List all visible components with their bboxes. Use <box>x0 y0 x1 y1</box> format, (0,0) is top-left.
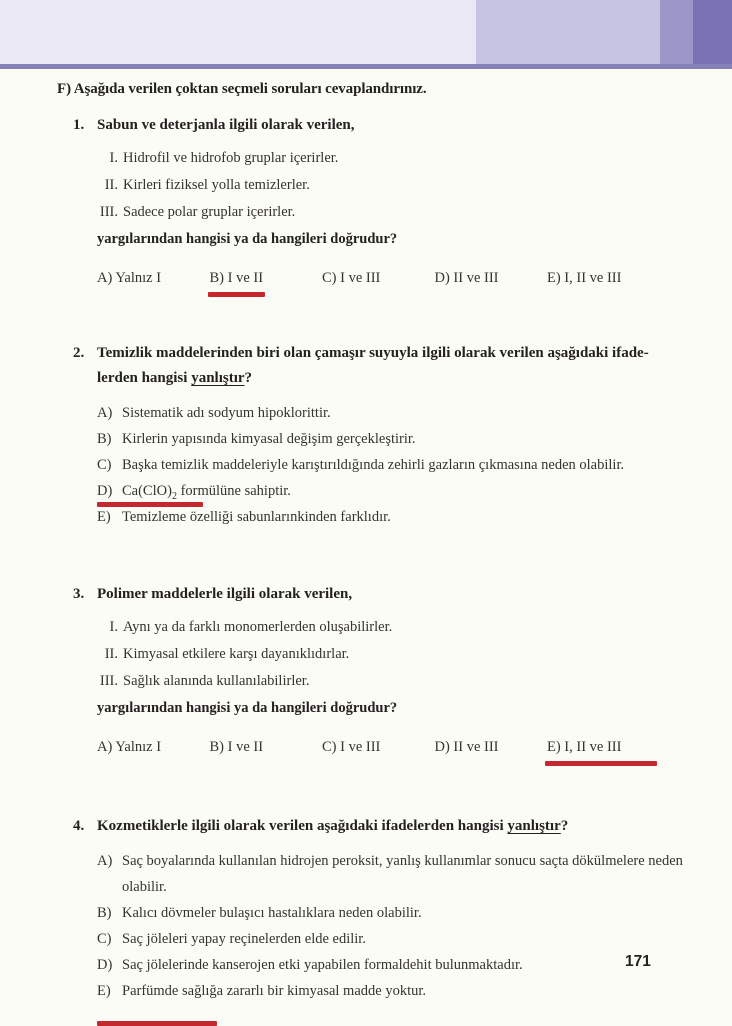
choice-c: C) I ve III <box>322 270 381 286</box>
option-label: E) <box>97 983 111 999</box>
question-stem: yargılarından hangisi ya da hangileri doğrudur? <box>97 231 398 247</box>
statement-row <box>73 172 688 199</box>
statement-text: Kimyasal etkilere karşı dayanıklıdırlar. <box>123 646 350 662</box>
option-text: Parfümde sağlığa zararlı bir kimyasal madde yoktur. <box>122 983 427 999</box>
question-head <box>73 814 688 839</box>
question-title <box>97 341 688 391</box>
statement-text: Kirleri fiziksel yolla temizlerler. <box>123 177 310 193</box>
question-title: Polimer maddelerle ilgili olarak verilen, <box>97 586 353 602</box>
option-text: Kirlerin yapısında kimyasal değişim gerçekleştirir. <box>122 431 416 447</box>
statement-numeral: I. <box>109 619 118 635</box>
question-title-line2: lerden hangisi yanlıştır? <box>97 370 253 386</box>
answer-mark-line <box>97 1021 217 1026</box>
option-label: A) <box>97 405 113 421</box>
header-band-mid <box>476 0 660 64</box>
question-head <box>73 341 688 391</box>
question-head <box>73 582 688 607</box>
option-label: D) <box>97 483 113 499</box>
option-a <box>97 848 688 900</box>
option-label: E) <box>97 509 111 525</box>
question-number: 4. <box>73 818 85 834</box>
option-text: Saç jölelerinde kanserojen etki yapabilen formaldehit bulunmaktadır. <box>122 957 523 973</box>
option-label: B) <box>97 905 112 921</box>
option-e-marked-answer <box>97 978 688 1004</box>
statement-row <box>73 145 688 172</box>
option-d-marked-answer <box>97 478 688 504</box>
statement-numeral: III. <box>99 673 118 689</box>
option-text: $Ca(ClO)_2$ formülüne sahiptir. <box>122 483 291 502</box>
choices-row <box>97 267 688 289</box>
statement-numeral: I. <box>109 150 118 166</box>
choices-row <box>97 736 688 758</box>
statement-text: Aynı ya da farklı monomerlerden oluşabilirler. <box>123 619 393 635</box>
option-a <box>97 400 688 426</box>
option-label: A) <box>97 853 113 869</box>
choice-a: A) Yalnız I <box>97 270 162 286</box>
choice-b-marked-answer: B) I ve II <box>210 267 323 289</box>
question-number: 1. <box>73 117 85 133</box>
statement-list <box>73 145 688 226</box>
statement-row <box>73 668 688 695</box>
question-number: 2. <box>73 345 85 361</box>
question-head <box>73 113 688 138</box>
statement-row <box>73 614 688 641</box>
option-b <box>97 900 688 926</box>
statement-numeral: II. <box>104 646 118 662</box>
choice-c: C) I ve III <box>322 739 381 755</box>
option-c <box>97 926 688 952</box>
option-text: Saç jöleleri yapay reçinelerden elde edilir. <box>122 931 366 947</box>
section-title: F) Aşağıda verilen çoktan seçmeli soruları cevaplandırınız. <box>57 81 427 97</box>
statement-text: Hidrofil ve hidrofob gruplar içerirler. <box>123 150 339 166</box>
option-e <box>97 504 688 530</box>
choice-d: D) II ve III <box>434 270 499 286</box>
option-text: Sistematik adı sodyum hipoklorittir. <box>122 405 331 421</box>
choice-e: E) I, II ve III <box>547 270 622 286</box>
option-text: Saç boyalarında kullanılan hidrojen peroksit, yanlış kullanımlar sonucu saçta dökülmelere neden olabilir. <box>122 853 683 895</box>
underlined-keyword: yanlıştır <box>191 370 245 386</box>
option-label: C) <box>97 931 112 947</box>
question-title: Sabun ve deterjanla ilgili olarak verilen, <box>97 117 355 133</box>
underlined-keyword: yanlıştır <box>507 818 561 834</box>
option-text: Kalıcı dövmeler bulaşıcı hastalıklara neden olabilir. <box>122 905 422 921</box>
option-text: Temizleme özelliği sabunlarınkinden farklıdır. <box>122 509 391 525</box>
choice-d: D) II ve III <box>434 739 499 755</box>
header-band-darkest <box>693 0 732 64</box>
statement-text: Sağlık alanında kullanılabilirler. <box>123 673 310 689</box>
question-3 <box>73 582 688 758</box>
question-2 <box>73 341 688 530</box>
statement-numeral: III. <box>99 204 118 220</box>
option-label: D) <box>97 957 113 973</box>
statement-row <box>73 199 688 226</box>
question-stem: yargılarından hangisi ya da hangileri doğrudur? <box>97 700 398 716</box>
option-b <box>97 426 688 452</box>
option-list <box>73 848 688 1004</box>
question-4 <box>73 814 688 1026</box>
page-number: 171 <box>625 953 651 970</box>
page-content <box>0 69 732 1026</box>
statement-text: Sadece polar gruplar içerirler. <box>123 204 296 220</box>
choice-a: A) Yalnız I <box>97 739 162 755</box>
option-text: Başka temizlik maddeleriyle karıştırıldığında zehirli gazların çıkmasına neden olabilir. <box>122 457 625 473</box>
formula: Ca(ClO) <box>122 483 172 499</box>
option-label: B) <box>97 431 112 447</box>
option-d <box>97 952 688 978</box>
question-title-line1: Temizlik maddelerinden biri olan çamaşır suyuyla ilgili olarak verilen aşağıdaki ifade- <box>97 345 649 361</box>
option-list <box>73 400 688 530</box>
choice-e-marked-answer: E) I, II ve III <box>547 736 621 758</box>
statement-list <box>73 614 688 695</box>
choice-b: B) I ve II <box>209 739 264 755</box>
formula-subscript: 2 <box>171 490 177 502</box>
header-band-dark <box>660 0 693 64</box>
question-title: Kozmetiklerle ilgili olarak verilen aşağıdaki ifadelerden hangisi yanlıştır? <box>97 818 569 834</box>
option-c <box>97 452 688 478</box>
page-header-band <box>0 0 732 64</box>
question-number: 3. <box>73 586 85 602</box>
statement-row <box>73 641 688 668</box>
question-1 <box>73 113 688 289</box>
statement-numeral: II. <box>104 177 118 193</box>
option-label: C) <box>97 457 112 473</box>
